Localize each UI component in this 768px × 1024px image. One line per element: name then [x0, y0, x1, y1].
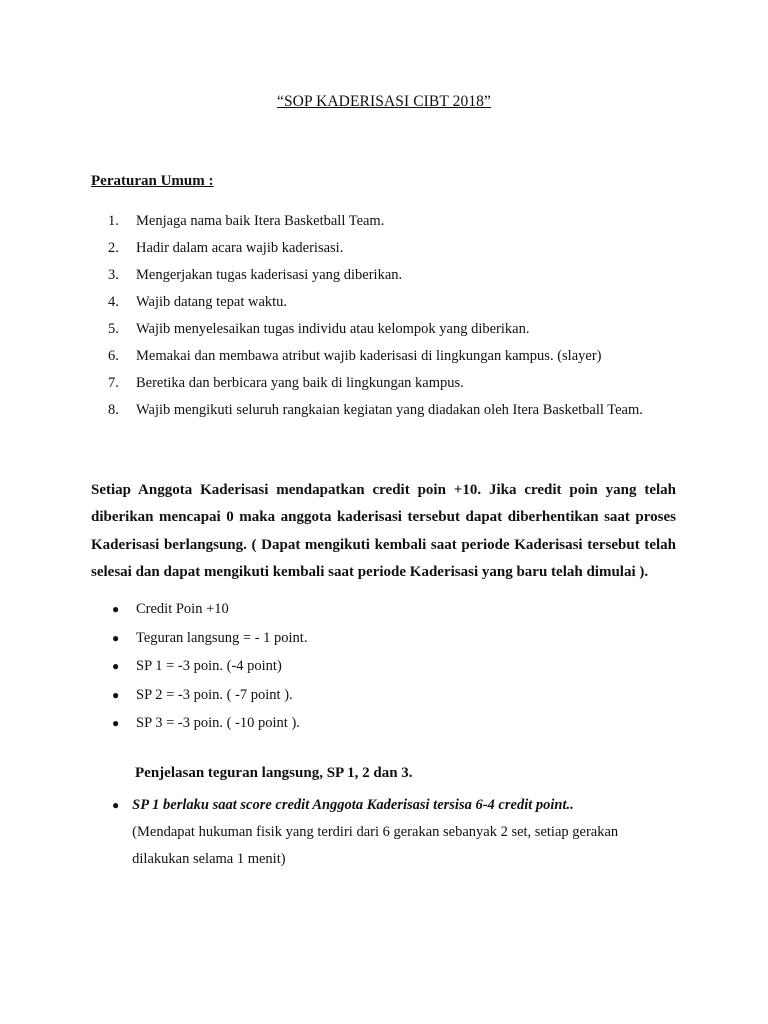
- point-text: SP 1 = -3 poin. (-4 point): [136, 658, 282, 674]
- rule-text: Menjaga nama baik Itera Basketball Team.: [136, 213, 385, 229]
- rule-text: Beretika dan berbicara yang baik di lingkungan kampus.: [136, 375, 464, 391]
- credit-point-paragraph: Setiap Anggota Kaderisasi mendapatkan credit poin +10. Jika credit poin yang telah diberikan mencapai 0 maka anggota kaderisasi tersebut dapat diberhentikan saat proses Kaderisasi berlangsung. ( Dapat mengikuti kembali saat periode Kaderisasi tersebut telah selesai dan dapat mengikuti kembali saat periode Kaderisasi yang baru telah dimulai ).: [91, 482, 676, 580]
- point-item: [112, 684, 307, 713]
- point-text: SP 3 = -3 poin. ( -10 point ).: [136, 715, 300, 731]
- rule-text: Wajib menyelesaikan tugas individu atau kelompok yang diberikan.: [136, 321, 530, 337]
- general-rules-list: [108, 210, 643, 426]
- rule-text: Hadir dalam acara wajib kaderisasi.: [136, 240, 344, 256]
- rule-item: [108, 345, 643, 372]
- point-item: [112, 655, 307, 684]
- point-item: [112, 598, 307, 627]
- rule-number: 7.: [108, 375, 119, 391]
- rule-text: Wajib datang tepat waktu.: [136, 294, 288, 310]
- rule-number: 5.: [108, 321, 119, 337]
- rule-item: [108, 318, 643, 345]
- sp-item-description: (Mendapat hukuman fisik yang terdiri dari 6 gerakan sebanyak 2 set, setiap gerakan dilakukan selama 1 menit): [132, 824, 619, 867]
- rule-item: [108, 237, 643, 264]
- rule-number: 4.: [108, 294, 119, 310]
- credit-points-list: [112, 598, 307, 741]
- sp-explanation-list: [112, 794, 672, 873]
- rule-number: 1.: [108, 213, 119, 229]
- point-text: Credit Poin +10: [136, 601, 229, 617]
- bullet-icon: ●: [112, 687, 120, 702]
- bullet-icon: ●: [112, 602, 120, 616]
- bullet-icon: ●: [112, 798, 120, 812]
- point-text: Teguran langsung = - 1 point.: [136, 629, 308, 646]
- rule-item: [108, 291, 643, 318]
- explanation-heading: Penjelasan teguran langsung, SP 1, 2 dan 3.: [135, 765, 413, 781]
- bullet-icon: ●: [112, 659, 120, 673]
- bullet-icon: ●: [112, 630, 120, 645]
- sp-item-title: SP 1 berlaku saat score credit Anggota Kaderisasi tersisa 6-4 credit point..: [132, 797, 574, 813]
- rule-number: 2.: [108, 240, 119, 256]
- rule-text: Memakai dan membawa atribut wajib kaderisasi di lingkungan kampus. (slayer): [136, 348, 602, 364]
- point-item: [112, 712, 307, 741]
- point-text: SP 2 = -3 poin. ( -7 point ).: [136, 686, 293, 703]
- rule-item: [108, 210, 643, 237]
- sp-item-body: [132, 794, 672, 873]
- rule-text: Wajib mengikuti seluruh rangkaian kegiatan yang diadakan oleh Itera Basketball Team.: [136, 402, 643, 418]
- rule-number: 3.: [108, 267, 119, 283]
- point-item: [112, 627, 307, 656]
- sp-item: [112, 794, 672, 873]
- rule-item: [108, 264, 643, 291]
- rule-number: 8.: [108, 402, 119, 418]
- section-heading-general-rules: Peraturan Umum :: [91, 173, 214, 189]
- rule-item: [108, 372, 643, 399]
- document-title: “SOP KADERISASI CIBT 2018”: [276, 93, 491, 110]
- rule-item: [108, 399, 643, 426]
- bullet-icon: ●: [112, 716, 120, 730]
- rule-text: Mengerjakan tugas kaderisasi yang diberikan.: [136, 267, 403, 283]
- rule-number: 6.: [108, 348, 119, 364]
